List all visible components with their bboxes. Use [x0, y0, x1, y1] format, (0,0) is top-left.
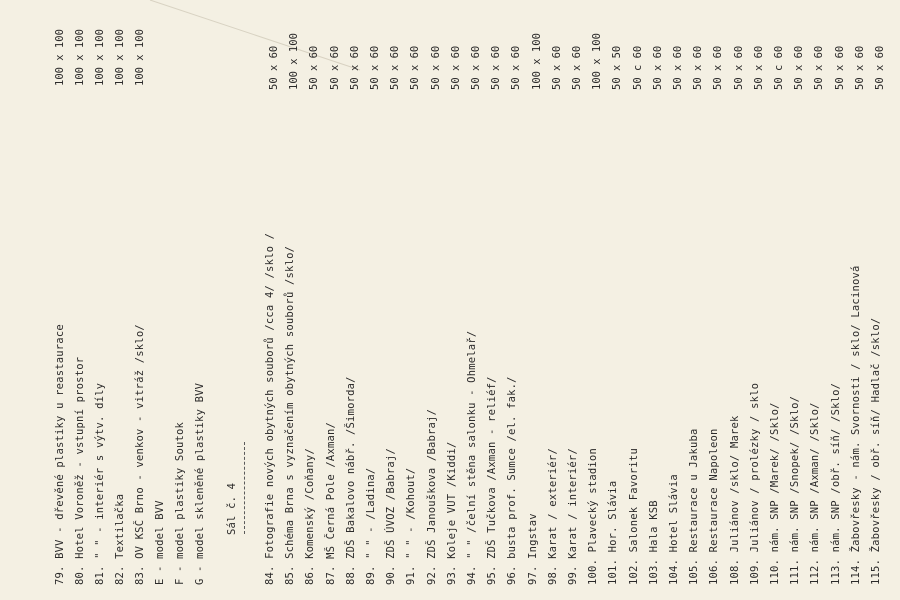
item-number: G [194, 578, 206, 585]
item-number: 98. [546, 565, 559, 585]
item-number: 87. [324, 565, 337, 585]
item-text: Žabovřesky - nám. Svornosti / sklo/ Lacinová [849, 265, 862, 559]
item-text: ZDŠ ÚVOZ /Babraj/ [385, 448, 398, 566]
item-text: " " - interiér s výtv. díly [94, 382, 106, 566]
item-number: 95. [486, 565, 499, 585]
right-list-item [385, 448, 397, 585]
item-number: 97. [526, 565, 539, 585]
item-number: 91. [405, 565, 418, 585]
dimension-value: 50 x 60 [389, 45, 402, 90]
right-list-item [264, 233, 276, 585]
item-number: 105. [688, 558, 701, 585]
item-text: Hala KSB [647, 500, 660, 559]
right-list-item [587, 448, 599, 585]
dimension-value: 100 x 100 [114, 29, 126, 86]
item-number: 114. [849, 558, 862, 585]
item-number: 84. [264, 565, 276, 585]
dimension-value: 50 x 60 [490, 45, 503, 90]
dimension-value: 100 x 100 [94, 29, 106, 86]
dimension-value: 50 x 60 [732, 45, 745, 90]
item-text: Restaurace u Jakuba [688, 428, 701, 559]
item-text: Karat / exteriér/ [546, 448, 559, 566]
dimension-value: 50 x 60 [429, 45, 442, 90]
item-text: " " /čelní stěna salonku - Ohmelař/ [466, 330, 478, 566]
item-text: Ingstav [526, 513, 539, 566]
dimension-value: 50 x 60 [369, 45, 381, 90]
item-text: nám. SNP /Axman/ /Sklo/ [809, 402, 822, 559]
item-text: Hor. Slávia [607, 480, 620, 559]
item-number: F [174, 578, 186, 585]
item-number: 110. [769, 558, 781, 585]
left-list-item [134, 324, 146, 585]
right-list-item [405, 468, 417, 585]
item-number: 90. [385, 565, 398, 585]
item-text: ZDŠ Tučkova /Axman - reliéf/ [486, 376, 499, 566]
dimension-value: 100 x 100 [591, 33, 604, 90]
dimension-value: 50 x 60 [874, 45, 886, 90]
dimension-value: 50 x 60 [793, 45, 806, 90]
item-text: " " - /Kohout/ [405, 467, 418, 566]
item-number: 112. [809, 558, 822, 585]
item-text: Restaurace Napoleon [708, 428, 721, 559]
item-number: 79. [54, 565, 66, 585]
dimension-value: 50 x 60 [409, 45, 422, 90]
right-list-item [304, 448, 316, 585]
dimension-value: 50 x 60 [550, 45, 563, 90]
dimension-value: 100 x 100 [288, 33, 301, 90]
item-number: 100. [587, 558, 600, 585]
item-number: 111. [789, 558, 802, 585]
item-number: 93. [445, 565, 458, 585]
item-number: 115. [870, 558, 882, 585]
item-text: busta prof. Sumce /el. fak./ [506, 376, 519, 566]
right-list-item [830, 383, 842, 585]
right-list-item [527, 513, 539, 585]
item-text: nám. SNP /obř. síň/ /Sklo/ [829, 382, 842, 559]
item-text: Schéma Brna s vyznačením obytných souborů /sklo/ [284, 245, 297, 566]
right-list-item [809, 402, 821, 585]
right-list-item [607, 481, 619, 585]
right-list-item [628, 448, 640, 585]
item-number: 96. [506, 565, 519, 585]
item-number: 81. [94, 565, 106, 585]
dimension-value: 50 c 60 [773, 45, 785, 90]
left-list-item [74, 357, 86, 585]
right-list-item [729, 415, 741, 585]
item-number: 101. [607, 558, 620, 585]
item-text: Žabovřesky / obř. síň/ Hadlač /sklo/ [870, 317, 882, 559]
right-list-item [284, 246, 296, 585]
right-list-item [708, 428, 720, 585]
item-text: Hotel Voroněž - vstupní prostor [74, 356, 86, 566]
item-number: 80. [74, 565, 86, 585]
dimension-value: 50 x 60 [752, 45, 765, 90]
section-label: Sál č. 4 [226, 482, 238, 535]
item-text: Komenský /Coňany/ [304, 448, 317, 566]
dimension-value: 50 x 60 [813, 45, 826, 90]
right-list-item [668, 474, 680, 585]
section-underline [244, 442, 246, 534]
item-number: 103. [647, 558, 660, 585]
right-list-item [850, 265, 862, 585]
item-text: MŠ Černá Pole /Axman/ [324, 421, 337, 566]
right-list-item [789, 396, 801, 585]
item-number: 109. [748, 558, 761, 585]
item-text: - model skleněné plastiky BVV [194, 382, 206, 579]
item-text: ZDŠ Janouškova /Babraj/ [425, 408, 438, 566]
item-number: 92. [425, 565, 438, 585]
right-list-item [446, 442, 458, 586]
dimension-value: 50 x 60 [470, 45, 482, 90]
item-number: 108. [728, 558, 741, 585]
right-list-item [345, 376, 357, 585]
item-text: nám. SNP /Snopek/ /Sklo/ [789, 395, 802, 559]
right-list-item [749, 383, 761, 585]
item-text: Textilačka [114, 493, 126, 566]
dimension-value: 50 x 60 [328, 45, 341, 90]
right-list-item [466, 331, 478, 585]
dimension-value: 50 x 50 [611, 45, 624, 90]
right-list-item [325, 422, 337, 585]
dimension-value: 50 x 60 [571, 45, 583, 90]
dimension-value: 50 x 60 [651, 45, 664, 90]
dimension-value: 100 x 100 [54, 29, 66, 86]
item-text: ZDŠ Bakalovo nábř. /Šimorda/ [344, 376, 357, 566]
right-list-item [365, 468, 377, 585]
left-list-item [114, 494, 126, 585]
left-list-item [54, 324, 66, 585]
dimension-value: 50 c 60 [631, 45, 644, 90]
dimension-value: 50 x 60 [268, 45, 280, 90]
dimension-value: 50 x 60 [692, 45, 705, 90]
item-text: BVV - dřevěné plastiky u reastaurace [54, 324, 66, 566]
left-list-item [174, 422, 186, 585]
dimension-value: 100 x 100 [74, 29, 86, 86]
right-list-item [688, 428, 700, 585]
item-text: Koleje VUT /Kiddi/ [445, 441, 458, 566]
item-number: 102. [627, 558, 640, 585]
item-text: Karat / interiér/ [567, 448, 579, 566]
right-list-item [567, 448, 579, 585]
dimension-value: 50 x 60 [672, 45, 684, 90]
item-text: Fotografie nových obytných souborů /cca 4/ /sklo / [264, 232, 276, 566]
right-list-item [506, 376, 518, 585]
dimension-value: 50 x 60 [712, 45, 725, 90]
item-number: 83. [134, 565, 146, 585]
right-list-item [769, 402, 781, 585]
item-text: Juliánov /sklo/ Marek [728, 415, 741, 559]
dimension-value: 50 x 60 [449, 45, 462, 90]
item-text: Juliánov / prolézky / sklo [748, 382, 761, 559]
dimension-value: 50 x 60 [833, 45, 846, 90]
item-text: " " - /Ladina/ [365, 467, 377, 566]
item-text: Plavecký stadion [587, 448, 600, 559]
item-text: Salonek Favoritu [627, 448, 640, 559]
item-number: 82. [114, 565, 126, 585]
dimension-value: 50 x 60 [308, 45, 321, 90]
dimension-value: 50 x 60 [853, 45, 866, 90]
right-list-item [870, 318, 882, 585]
item-number: E [154, 578, 166, 585]
left-list-item [154, 500, 166, 585]
item-text: OV KSČ Brno - venkov - vitráž /sklo/ [134, 324, 146, 566]
right-list-item [486, 376, 498, 585]
dimension-value: 50 x 60 [348, 45, 361, 90]
item-number: 104. [668, 558, 680, 585]
item-number: 89. [365, 565, 377, 585]
dimension-value: 100 x 100 [530, 33, 543, 90]
item-number: 94. [466, 565, 478, 585]
dimension-value: 50 x 60 [510, 45, 523, 90]
item-number: 106. [708, 558, 721, 585]
left-list-item [194, 383, 206, 585]
item-number: 113. [829, 558, 842, 585]
dimension-value: 100 x 100 [134, 29, 146, 86]
item-text: - model BVV [154, 500, 166, 579]
section-heading [226, 483, 238, 535]
item-text: nám. SNP /Marek/ /Sklo/ [769, 402, 781, 559]
item-number: 86. [304, 565, 317, 585]
right-list-item [547, 448, 559, 585]
item-number: 99. [567, 565, 579, 585]
left-list-item [94, 383, 106, 585]
right-list-item [648, 500, 660, 585]
item-text: Hotel Slávia [668, 474, 680, 559]
item-number: 88. [344, 565, 357, 585]
item-text: - model plastiky Soutok [174, 421, 186, 579]
right-list-item [426, 409, 438, 585]
item-number: 85. [284, 565, 297, 585]
